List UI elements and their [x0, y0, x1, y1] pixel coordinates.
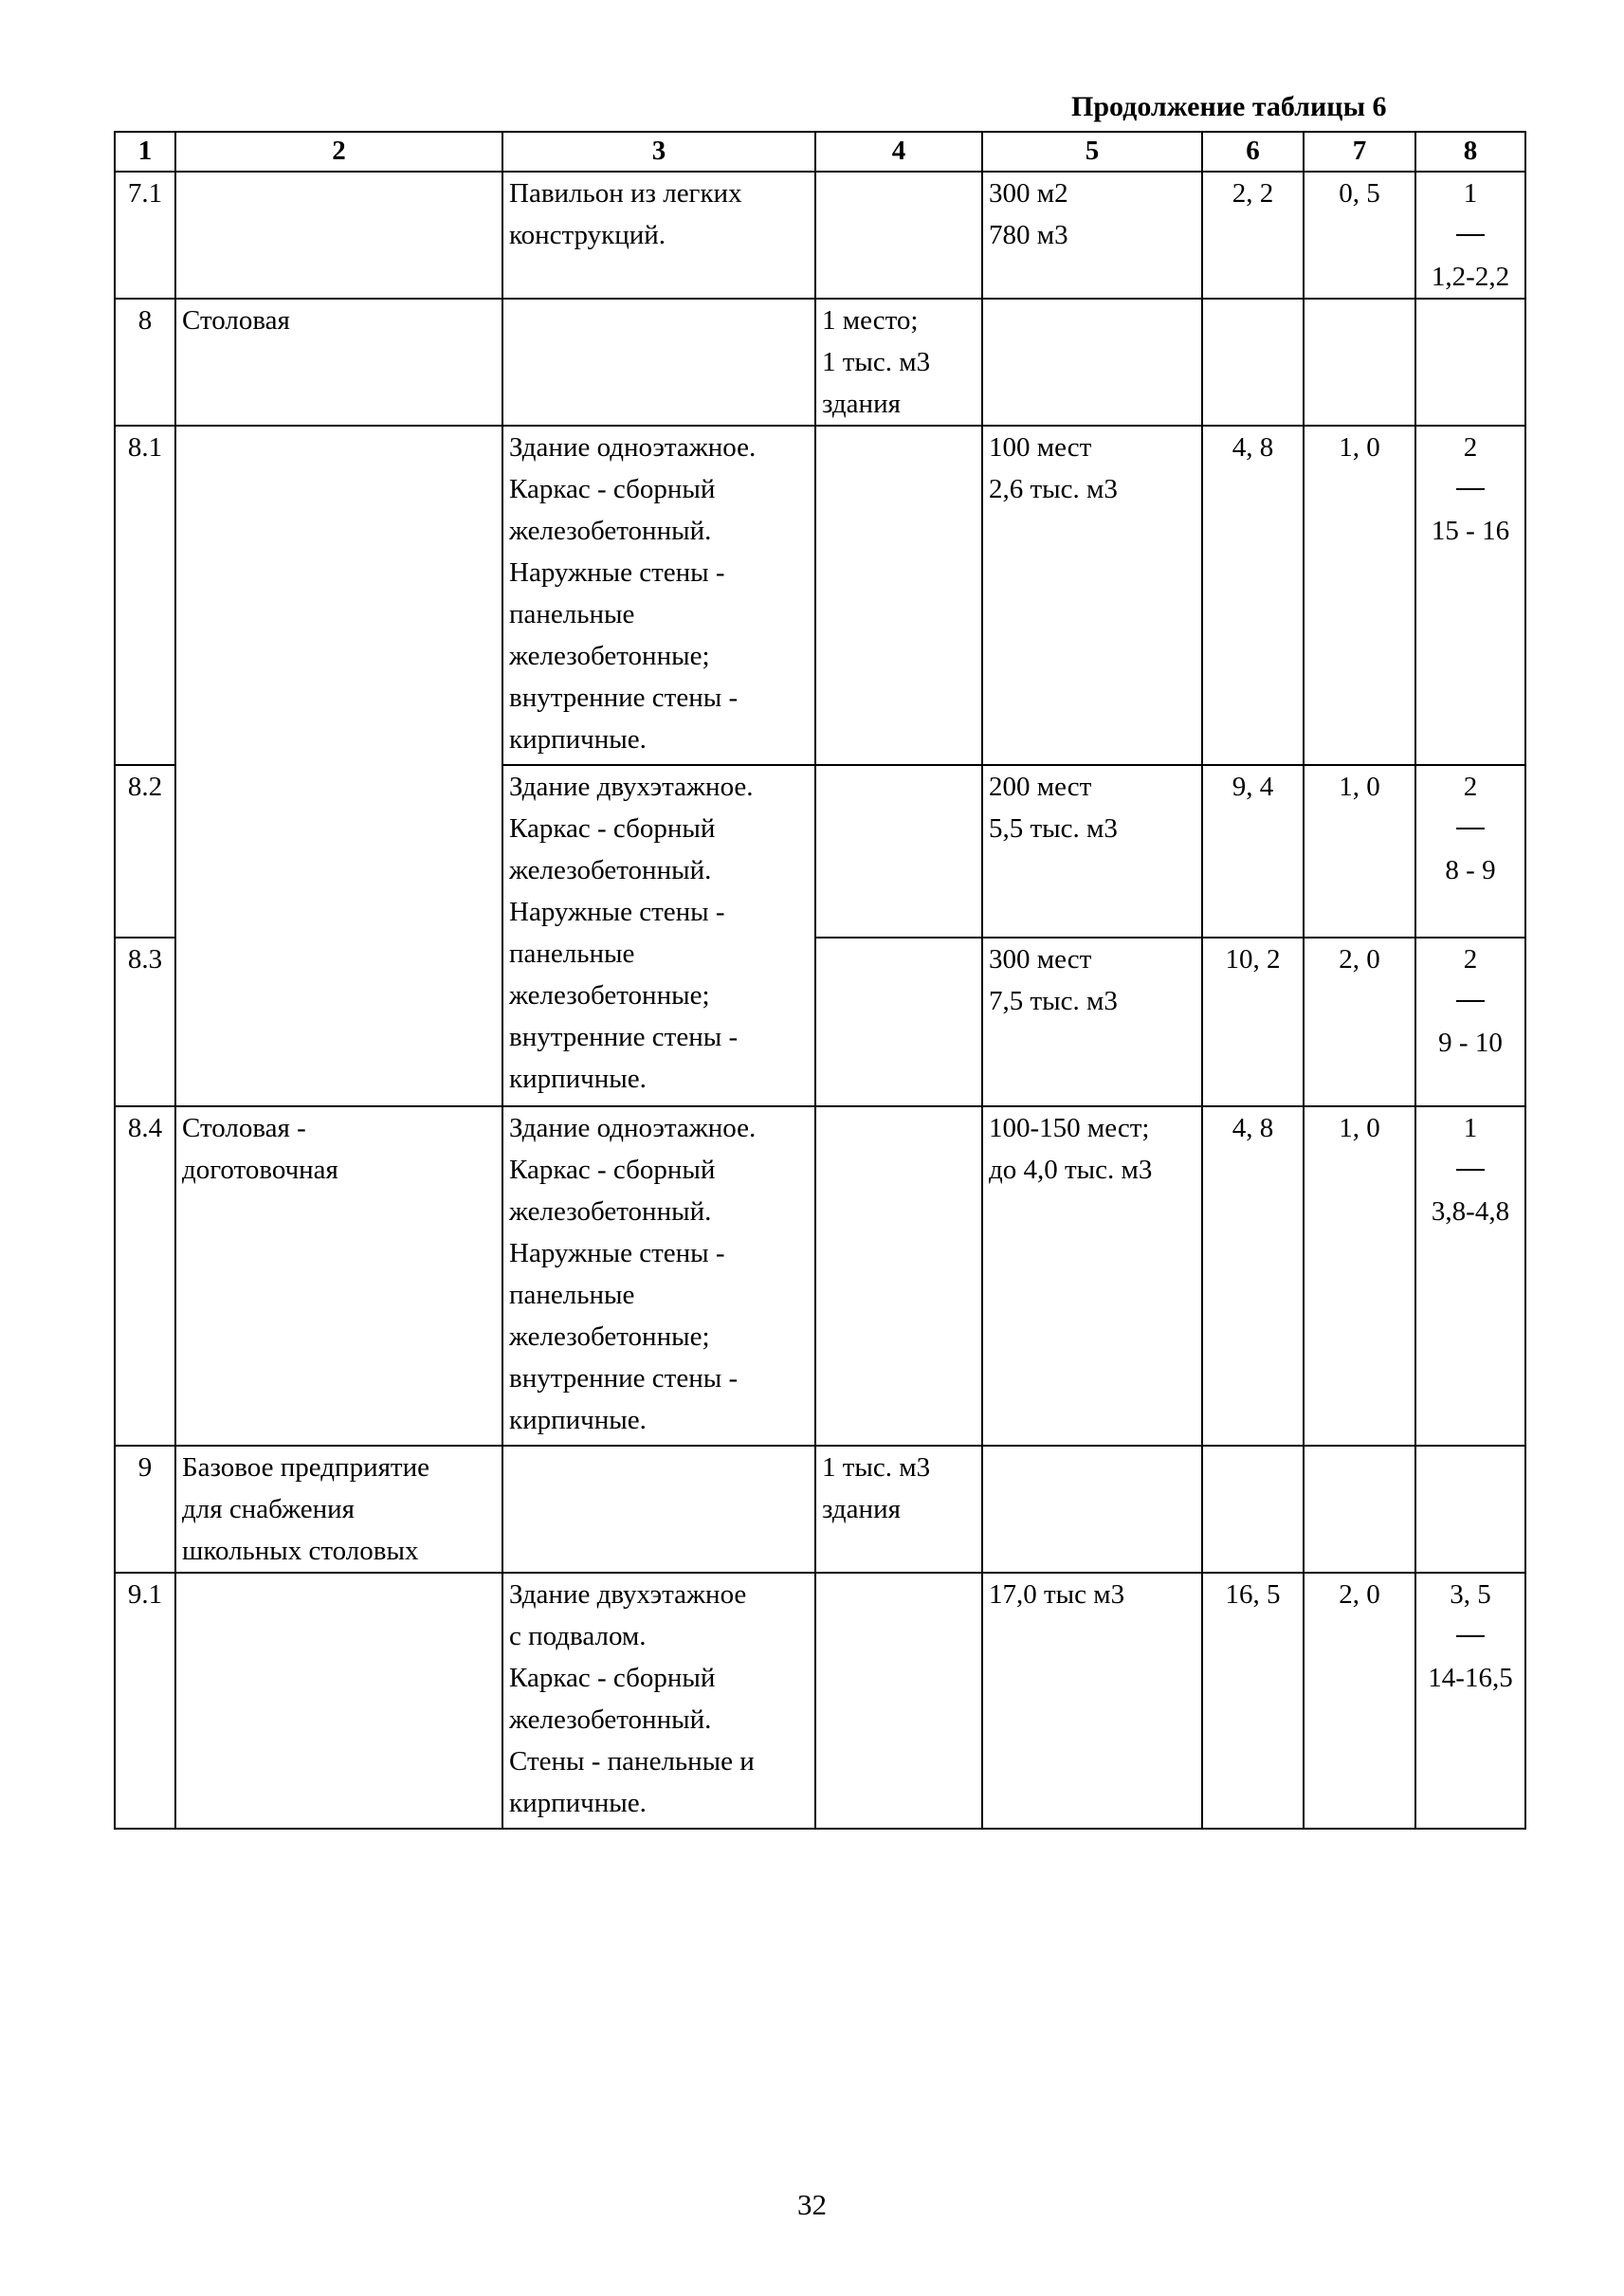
fraction-cell [1415, 172, 1525, 299]
header-row [115, 132, 1525, 172]
header-cell: 1 [115, 132, 175, 172]
value-col8 [1415, 1446, 1525, 1573]
fraction-line [1456, 980, 1485, 1022]
fraction-denominator: 14-16,5 [1428, 1663, 1513, 1693]
value-col7 [1304, 299, 1415, 426]
capacity: 200 мест 5,5 тыс. м3 [982, 765, 1202, 938]
fraction-cell [1415, 765, 1525, 938]
fraction-numerator: 2 [1463, 944, 1478, 975]
fraction-line [1456, 808, 1485, 849]
unit-of-measure [815, 1106, 982, 1446]
fraction-numerator: 3, 5 [1450, 1579, 1491, 1610]
construction-description: Здание двухэтажное с подвалом. Каркас - сборный железобетонный. Стены - панельные и кирпичные. [502, 1573, 815, 1829]
value-col6 [1202, 299, 1304, 426]
table-row [115, 426, 1525, 765]
fraction-line [1456, 1149, 1485, 1191]
fraction-cell [1415, 426, 1525, 765]
value-col6: 9, 4 [1202, 765, 1304, 938]
data-table [114, 131, 1526, 1830]
fraction-denominator: 15 - 16 [1431, 516, 1510, 546]
capacity: 17,0 тыс м3 [982, 1573, 1202, 1829]
fraction-cell [1415, 1106, 1525, 1446]
unit-of-measure [815, 172, 982, 299]
header-cell: 2 [175, 132, 502, 172]
construction-description: Здание одноэтажное. Каркас - сборный железобетонный. Наружные стены - панельные железобетонные; внутренние стены - кирпичные. [502, 426, 815, 765]
object-name [175, 172, 502, 299]
unit-of-measure [815, 938, 982, 1106]
row-number: 7.1 [115, 172, 175, 299]
table-row [115, 1106, 1525, 1446]
header-cell: 5 [982, 132, 1202, 172]
capacity [982, 299, 1202, 426]
value-col7 [1304, 1446, 1415, 1573]
table-row [115, 1573, 1525, 1829]
row-number: 8 [115, 299, 175, 426]
value-col6: 2, 2 [1202, 172, 1304, 299]
value-col6: 10, 2 [1202, 938, 1304, 1106]
construction-description: Павильон из легких конструкций. [502, 172, 815, 299]
capacity [982, 1446, 1202, 1573]
construction-description: Здание двухэтажное. Каркас - сборный железобетонный. Наружные стены - панельные железобетонные; внутренние стены - кирпичные. [502, 765, 815, 1106]
row-number: 8.1 [115, 426, 175, 765]
fraction-denominator: 9 - 10 [1438, 1028, 1503, 1058]
object-name: Базовое предприятие для снабжения школьных столовых [175, 1446, 502, 1573]
unit-of-measure [815, 426, 982, 765]
capacity: 300 мест 7,5 тыс. м3 [982, 938, 1202, 1106]
capacity: 100 мест 2,6 тыс. м3 [982, 426, 1202, 765]
value-col6: 4, 8 [1202, 1106, 1304, 1446]
object-name [175, 1573, 502, 1829]
fraction-line [1456, 1615, 1485, 1657]
fraction-numerator: 1 [1463, 1113, 1478, 1143]
construction-description [502, 299, 815, 426]
value-col7: 2, 0 [1304, 1573, 1415, 1829]
row-number: 8.4 [115, 1106, 175, 1446]
row-number: 8.2 [115, 765, 175, 938]
page-number: 32 [797, 2188, 827, 2221]
unit-of-measure: 1 место; 1 тыс. м3 здания [815, 299, 982, 426]
unit-of-measure: 1 тыс. м3 здания [815, 1446, 982, 1573]
fraction-numerator: 1 [1463, 178, 1478, 209]
fraction-denominator: 1,2-2,2 [1431, 262, 1510, 292]
value-col6 [1202, 1446, 1304, 1573]
value-col7: 1, 0 [1304, 765, 1415, 938]
unit-of-measure [815, 1573, 982, 1829]
value-col7: 0, 5 [1304, 172, 1415, 299]
fraction-numerator: 2 [1463, 772, 1478, 802]
fraction-line [1456, 468, 1485, 510]
fraction-numerator: 2 [1463, 432, 1478, 463]
table-row [115, 299, 1525, 426]
table-row [115, 1446, 1525, 1573]
table-row [115, 172, 1525, 299]
construction-description [502, 1446, 815, 1573]
object-name: Столовая - доготовочная [175, 1106, 502, 1446]
value-col6: 4, 8 [1202, 426, 1304, 765]
fraction-line [1456, 214, 1485, 256]
value-col6: 16, 5 [1202, 1573, 1304, 1829]
row-number: 9.1 [115, 1573, 175, 1829]
fraction-cell [1415, 938, 1525, 1106]
table-caption: Продолжение таблицы 6 [1071, 91, 1387, 122]
header-cell: 6 [1202, 132, 1304, 172]
value-col8 [1415, 299, 1525, 426]
unit-of-measure [815, 765, 982, 938]
fraction-denominator: 8 - 9 [1445, 855, 1496, 885]
value-col7: 1, 0 [1304, 426, 1415, 765]
object-name [175, 426, 502, 1106]
value-col7: 2, 0 [1304, 938, 1415, 1106]
fraction-denominator: 3,8-4,8 [1431, 1196, 1510, 1227]
header-cell: 7 [1304, 132, 1415, 172]
fraction-cell [1415, 1573, 1525, 1829]
construction-description: Здание одноэтажное. Каркас - сборный железобетонный. Наружные стены - панельные железобетонные; внутренние стены - кирпичные. [502, 1106, 815, 1446]
value-col7: 1, 0 [1304, 1106, 1415, 1446]
row-number: 8.3 [115, 938, 175, 1106]
header-cell: 8 [1415, 132, 1525, 172]
header-cell: 3 [502, 132, 815, 172]
capacity: 300 м2 780 м3 [982, 172, 1202, 299]
capacity: 100-150 мест; до 4,0 тыс. м3 [982, 1106, 1202, 1446]
row-number: 9 [115, 1446, 175, 1573]
object-name: Столовая [175, 299, 502, 426]
header-cell: 4 [815, 132, 982, 172]
